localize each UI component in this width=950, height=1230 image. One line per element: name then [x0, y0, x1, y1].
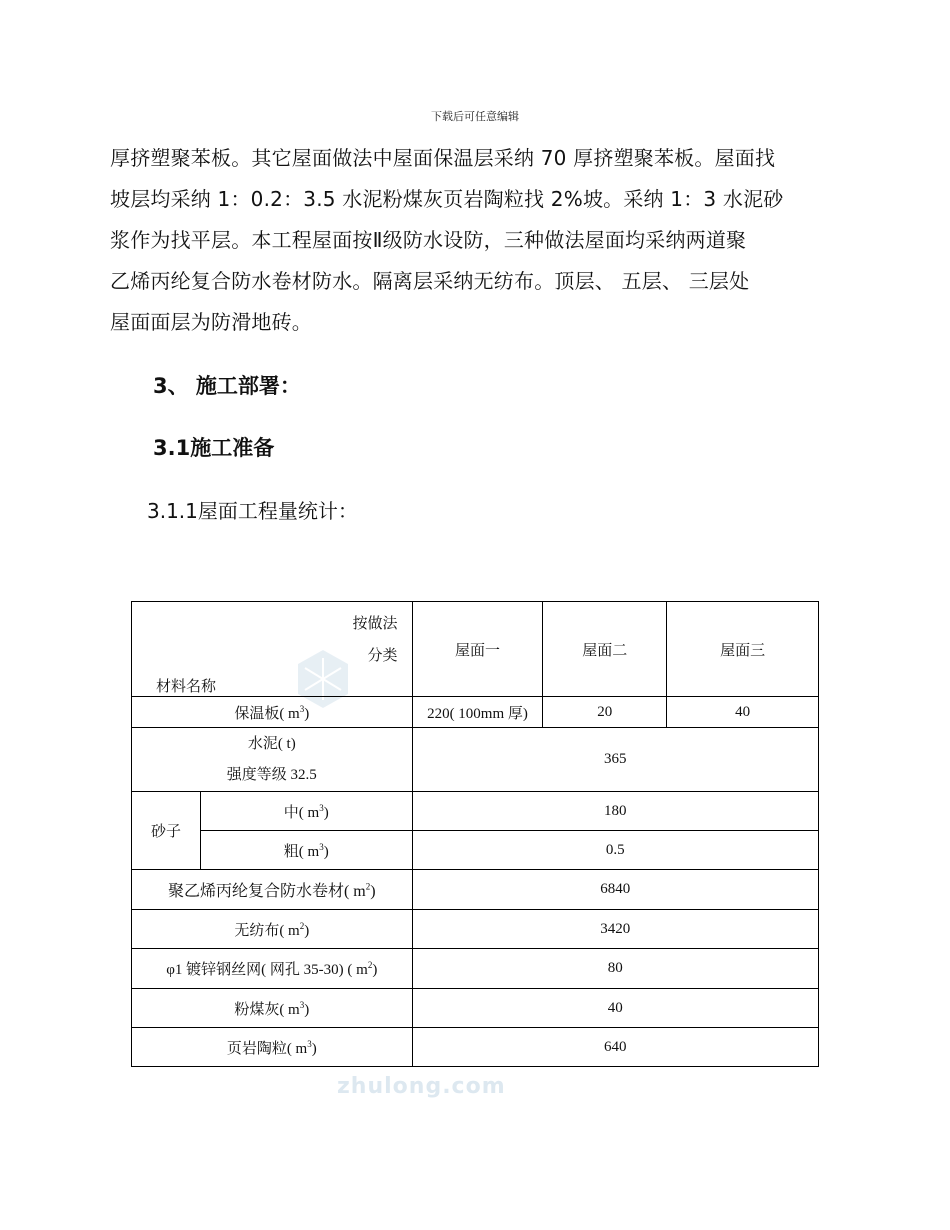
row-label: φ1 镀锌钢丝网( 网孔 35-30) ( $m^2$): [132, 949, 413, 989]
table-row: [132, 728, 819, 792]
cell-value: 640: [412, 1028, 818, 1067]
paragraph-line: 浆作为找平层。本工程屋面按Ⅱ级防水设防，三种做法屋面均采纳两道聚: [110, 228, 747, 252]
table-row: [132, 870, 819, 910]
paragraph-line: 坡层均采纳 1：0.2：3.5 水泥粉煤灰页岩陶粒找 2%坡。采纳 1：3 水泥砂: [110, 187, 784, 211]
body-paragraph: [110, 138, 840, 343]
cell-value: 180: [412, 792, 818, 831]
corner-label-bottom: 材料名称: [156, 679, 217, 695]
table-header-row: [132, 602, 819, 697]
table-row: [132, 989, 819, 1028]
column-header: 屋面一: [412, 602, 543, 697]
paragraph-line: 屋面面层为防滑地砖。: [110, 310, 312, 334]
header-note: 下载后可任意编辑: [431, 110, 519, 123]
column-header: 屋面三: [667, 602, 819, 697]
section-heading: 3、 施工部署：: [153, 374, 301, 398]
cell-value: 40: [667, 697, 819, 728]
row-label: 聚乙烯丙纶复合防水卷材( $m^2$): [132, 870, 413, 910]
corner-cell: [132, 602, 413, 697]
cell-value: 40: [412, 989, 818, 1028]
paragraph-line: 厚挤塑聚苯板。其它屋面做法中屋面保温层采纳 70 厚挤塑聚苯板。屋面找: [110, 146, 776, 170]
corner-label-top: 按做法: [352, 616, 398, 632]
watermark-text: zhulong.com: [337, 1074, 506, 1099]
table-row: [132, 792, 819, 831]
paragraph-line: 乙烯丙纶复合防水卷材防水。隔离层采纳无纺布。顶层、 五层、 三层处: [110, 269, 750, 293]
cell-value: 365: [412, 728, 818, 792]
row-label: 粉煤灰( $m^3$): [132, 989, 413, 1028]
cell-value: 20: [543, 697, 667, 728]
row-label: 中( $m^3$): [200, 792, 412, 831]
row-label: 保温板( $m^3$): [132, 697, 413, 728]
cell-value: 220( 100mm 厚): [412, 697, 543, 728]
table-row: [132, 831, 819, 870]
cell-value: 6840: [412, 870, 818, 910]
cell-value: 80: [412, 949, 818, 989]
row-label: 页岩陶粒( $m^3$): [132, 1028, 413, 1067]
subsub-heading: 3.1.1屋面工程量统计：: [147, 499, 358, 523]
quantity-table: [131, 601, 819, 1067]
column-header: 屋面二: [543, 602, 667, 697]
corner-label-middle: 分类: [367, 648, 398, 664]
sub-heading: 3.1施工准备: [153, 436, 275, 460]
table-row: [132, 910, 819, 949]
group-label: 砂子: [132, 792, 201, 870]
cell-value: 3420: [412, 910, 818, 949]
row-label: 粗( $m^3$): [200, 831, 412, 870]
row-label: 水泥( t) 强度等级 32.5: [132, 728, 413, 792]
cell-value: 0.5: [412, 831, 818, 870]
table-row: [132, 1028, 819, 1067]
row-label: 无纺布( $m^2$): [132, 910, 413, 949]
table-row: [132, 949, 819, 989]
table-row: [132, 697, 819, 728]
